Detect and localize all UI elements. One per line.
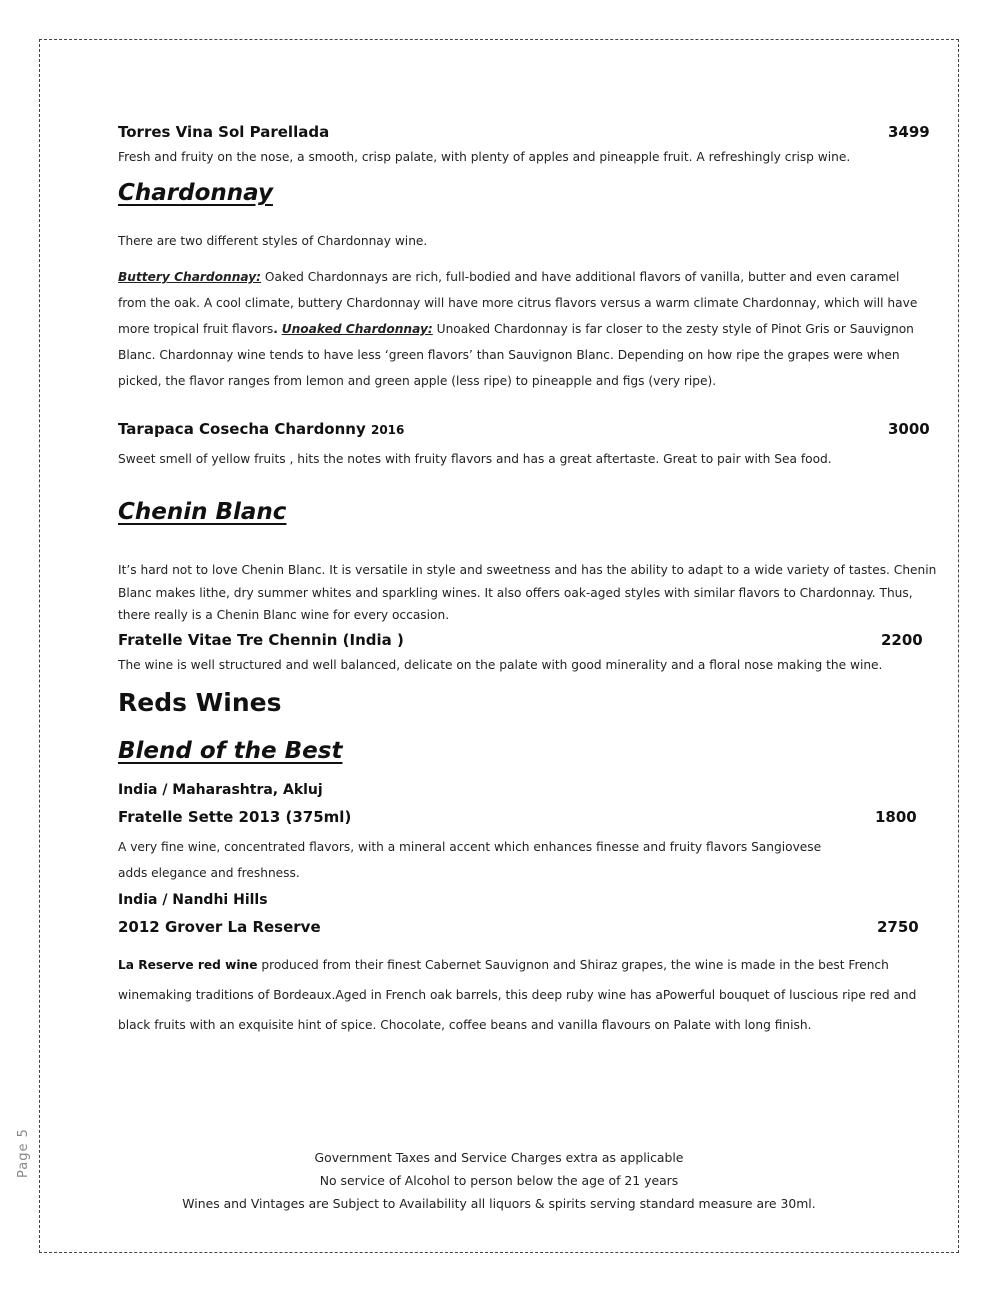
wine-name-grover: 2012 Grover La Reserve: [118, 918, 321, 936]
page-number: Page 5: [16, 1128, 31, 1178]
footer-age-note: No service of Alcohol to person below the age of 21 years: [319, 1173, 679, 1188]
grover-desc-lead: La Reserve red wine: [118, 958, 258, 972]
wine-price-grover: 2750: [877, 918, 919, 936]
buttery-text: Oaked Chardonnays are rich, full-bodied and have additional flavors of vanilla, butter and even caramel from the oak. A cool climate, buttery Chardonnay will have more citrus flavors versus a warm climate Chardonnay, which will have more tropical fruit flavors: [118, 270, 918, 336]
wine-desc-fratelle-vitae: The wine is well structured and well balanced, delicate on the palate with good minerality and a floral nose making the wine.: [118, 658, 883, 672]
section-title-chardonnay: Chardonnay: [118, 180, 273, 206]
wine-price-fratelle-sette: 1800: [875, 808, 917, 826]
footer-availability-note: Wines and Vintages are Subject to Availability all liquors & spirits serving standard measure are 30ml.: [182, 1196, 816, 1211]
heading-reds-wines: Reds Wines: [118, 688, 282, 717]
footer-taxes-note: Government Taxes and Service Charges extra as applicable: [314, 1150, 684, 1165]
wine-name-torres: Torres Vina Sol Parellada: [118, 123, 330, 141]
unoaked-text: Unoaked Chardonnay is far closer to the zesty style of Pinot Gris or Sauvignon Blanc. Chardonnay wine tends to have less ‘green flavors’ than Sauvignon Blanc. Depending on how ripe the grapes were when picked, the flavor ranges from lemon and green apple (less ripe) to pineapple and figs (very ripe).: [118, 322, 914, 388]
chardonnay-styles-paragraph: [118, 264, 930, 394]
grover-desc-text: produced from their finest Cabernet Sauvignon and Shiraz grapes, the wine is made in the best French winemaking traditions of Bordeaux.Aged in French oak barrels, this deep ruby wine has aPowerful bouquet of luscious ripe red and black fruits with an exquisite hint of spice. Chocolate, coffee beans and vanilla flavours on Palate with long finish.: [118, 958, 917, 1032]
wine-desc-fratelle-sette: A very fine wine, concentrated flavors, with a mineral accent which enhances finesse and fruity flavors Sangiovese adds elegance and freshness.: [118, 840, 822, 880]
section-title-chenin-blanc: Chenin Blanc: [118, 499, 287, 525]
wine-price-torres: 3499: [888, 123, 930, 141]
wine-year-tarapaca: 2016: [370, 423, 405, 437]
origin-nandhi-hills: India / Nandhi Hills: [118, 892, 268, 908]
wine-desc-torres: Fresh and fruity on the nose, a smooth, crisp palate, with plenty of apples and pineapple fruit. A refreshingly crisp wine.: [118, 150, 851, 164]
origin-akluj: India / Maharashtra, Akluj: [118, 782, 323, 798]
wine-name-tarapaca-text: Tarapaca Cosecha Chardonny: [118, 420, 366, 438]
unoaked-label: Unoaked Chardonnay:: [281, 322, 433, 336]
chardonnay-intro: There are two different styles of Chardonnay wine.: [118, 234, 428, 248]
section-title-blend-of-the-best: Blend of the Best: [118, 738, 343, 764]
wine-name-fratelle-vitae: Fratelle Vitae Tre Chennin (India ): [118, 631, 404, 649]
sentence-dot: .: [273, 322, 278, 336]
wine-name-fratelle-sette: Fratelle Sette 2013 (375ml): [118, 808, 352, 826]
wine-desc-tarapaca: Sweet smell of yellow fruits , hits the notes with fruity flavors and has a great aftertaste. Great to pair with Sea food.: [118, 452, 832, 466]
wine-name-tarapaca: [118, 420, 404, 438]
wine-desc-grover: [118, 950, 944, 1040]
buttery-label: Buttery Chardonnay:: [118, 270, 262, 284]
wine-price-fratelle-vitae: 2200: [881, 631, 923, 649]
wine-price-tarapaca: 3000: [888, 420, 930, 438]
chenin-paragraph: It’s hard not to love Chenin Blanc. It is versatile in style and sweetness and has the ability to adapt to a wide variety of tastes. Chenin Blanc makes lithe, dry summer whites and sparkling wines. It also offers oak-aged styles with similar flavors to Chardonnay. Thus, there really is a Chenin Blanc wine for every occasion.: [118, 563, 937, 622]
